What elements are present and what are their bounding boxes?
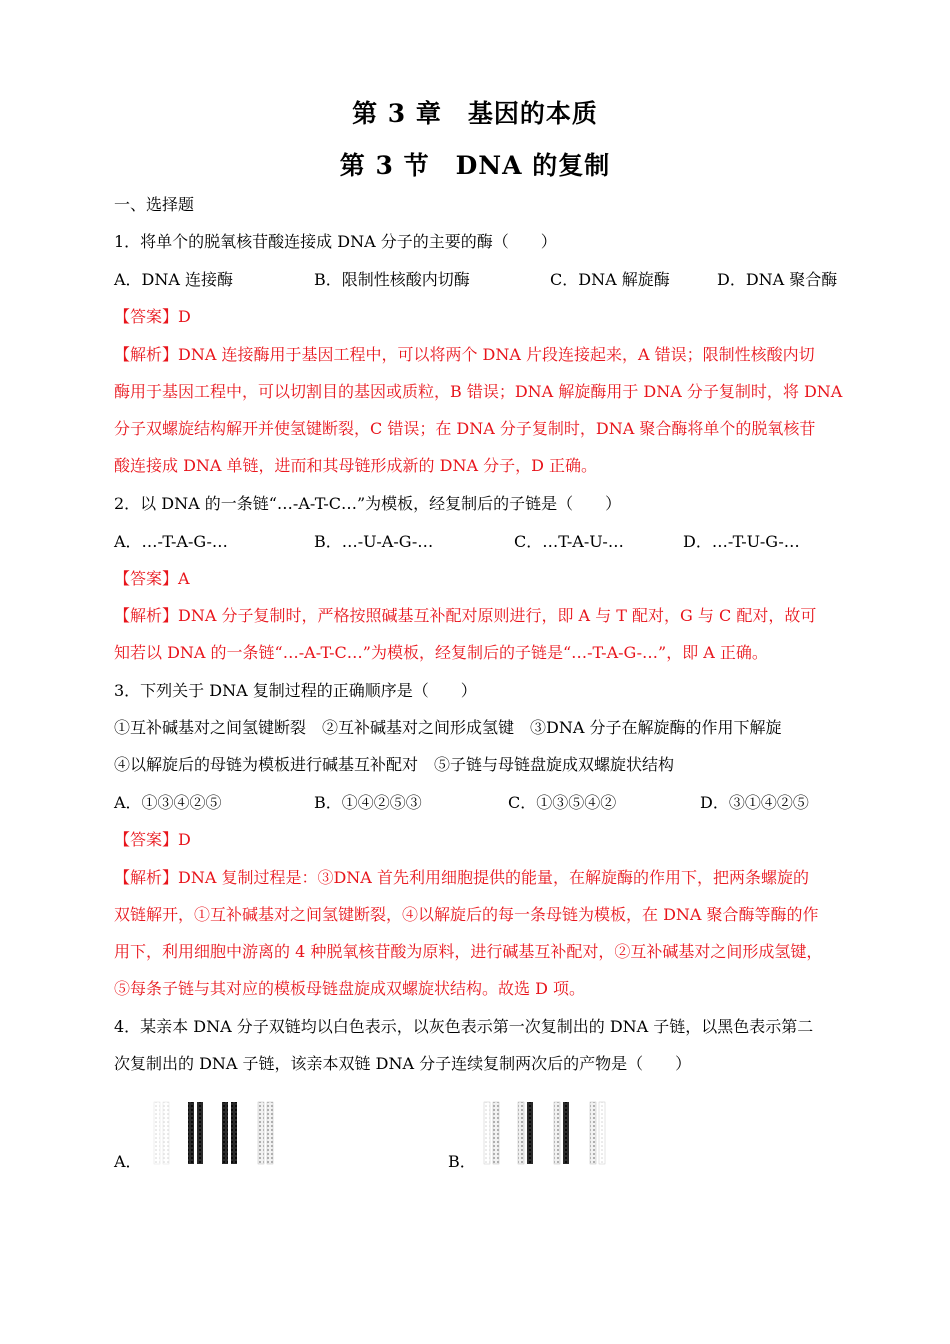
q3-option-b: B．①④②⑤③: [314, 793, 422, 812]
section-label: 一、选择题: [114, 195, 195, 214]
q1-answer: 【答案】D: [114, 307, 191, 326]
q3-option-c: C．①③⑤④②: [508, 793, 617, 812]
q3-stem: 3．下列关于 DNA 复制过程的正确顺序是（ ）: [114, 681, 477, 700]
q1-option-c: C．DNA 解旋酶: [550, 270, 670, 289]
section-title: 第 3 节 DNA 的复制: [339, 151, 611, 180]
q4-option-a-dna-diagram: [150, 1100, 280, 1166]
q1-option-d: D．DNA 聚合酶: [717, 270, 838, 289]
q3-analysis-line: 用下，利用细胞中游离的 4 种脱氧核苷酸为原料，进行碱基互补配对，②互补碱基对之间形成氢键，: [114, 942, 823, 961]
q3-option-d: D．③①④②⑤: [700, 793, 809, 812]
q1-analysis-line: 【解析】DNA 连接酶用于基因工程中，可以将两个 DNA 片段连接起来，A 错误；限制性核酸内切: [114, 345, 815, 364]
q4-option-b: B．: [448, 1152, 476, 1171]
q2-option-a: A．…-T-A-G-…: [114, 532, 228, 551]
q3-analysis-line: ⑤每条子链与其对应的模板母链盘旋成双螺旋状结构。故选 D 项。: [114, 979, 586, 998]
q2-stem: 2．以 DNA 的一条链“…-A-T-C…”为模板，经复制后的子链是（ ）: [114, 494, 622, 513]
q1-analysis-line: 分子双螺旋结构解开并使氢键断裂，C 错误；在 DNA 分子复制时，DNA 聚合酶将单个的脱氧核苷: [114, 419, 816, 438]
q4-option-a: A．: [114, 1152, 142, 1171]
q1-analysis-line: 酸连接成 DNA 单链，进而和其母链形成新的 DNA 分子，D 正确。: [114, 456, 598, 475]
q2-option-d: D．…-T-U-G-…: [683, 532, 800, 551]
q1-option-a: A．DNA 连接酶: [114, 270, 234, 289]
q1-stem: 1．将单个的脱氧核苷酸连接成 DNA 分子的主要的酶（ ）: [114, 232, 557, 251]
q2-option-b: B．…-U-A-G-…: [314, 532, 434, 551]
q3-answer: 【答案】D: [114, 830, 191, 849]
q2-option-c: C．…T-A-U-…: [514, 532, 624, 551]
q1-option-b: B．限制性核酸内切酶: [314, 270, 470, 289]
q3-analysis-line: 【解析】DNA 复制过程是：③DNA 首先利用细胞提供的能量，在解旋酶的作用下，把两条螺旋的: [114, 868, 809, 887]
q3-item-line: ①互补碱基对之间氢键断裂 ②互补碱基对之间形成氢键 ③DNA 分子在解旋酶的作用下解旋: [114, 718, 782, 737]
q1-analysis-line: 酶用于基因工程中，可以切割目的基因或质粒，B 错误；DNA 解旋酶用于 DNA 分子复制时，将 DNA: [114, 382, 843, 401]
q2-analysis-line: 知若以 DNA 的一条链“…-A-T-C…”为模板，经复制后的子链是“…-T-A-G-…”，即 A 正确。: [114, 643, 768, 662]
q2-analysis-line: 【解析】DNA 分子复制时，严格按照碱基互补配对原则进行，即 A 与 T 配对，G 与 C 配对，故可: [114, 606, 817, 625]
chapter-title: 第 3 章 基因的本质: [352, 99, 598, 128]
q3-analysis-line: 双链解开，①互补碱基对之间氢键断裂，④以解旋后的每一条母链为模板，在 DNA 聚合酶等酶的作: [114, 905, 819, 924]
q4-stem-line: 4．某亲本 DNA 分子双链均以白色表示，以灰色表示第一次复制出的 DNA 子链，以黑色表示第二: [114, 1017, 814, 1036]
q2-answer: 【答案】A: [114, 569, 190, 588]
q3-item-line: ④以解旋后的母链为模板进行碱基互补配对 ⑤子链与母链盘旋成双螺旋状结构: [114, 755, 675, 774]
q3-option-a: A．①③④②⑤: [114, 793, 222, 812]
q4-option-b-dna-diagram: [480, 1100, 614, 1166]
q4-stem-line: 次复制出的 DNA 子链，该亲本双链 DNA 分子连续复制两次后的产物是（ ）: [114, 1054, 692, 1073]
